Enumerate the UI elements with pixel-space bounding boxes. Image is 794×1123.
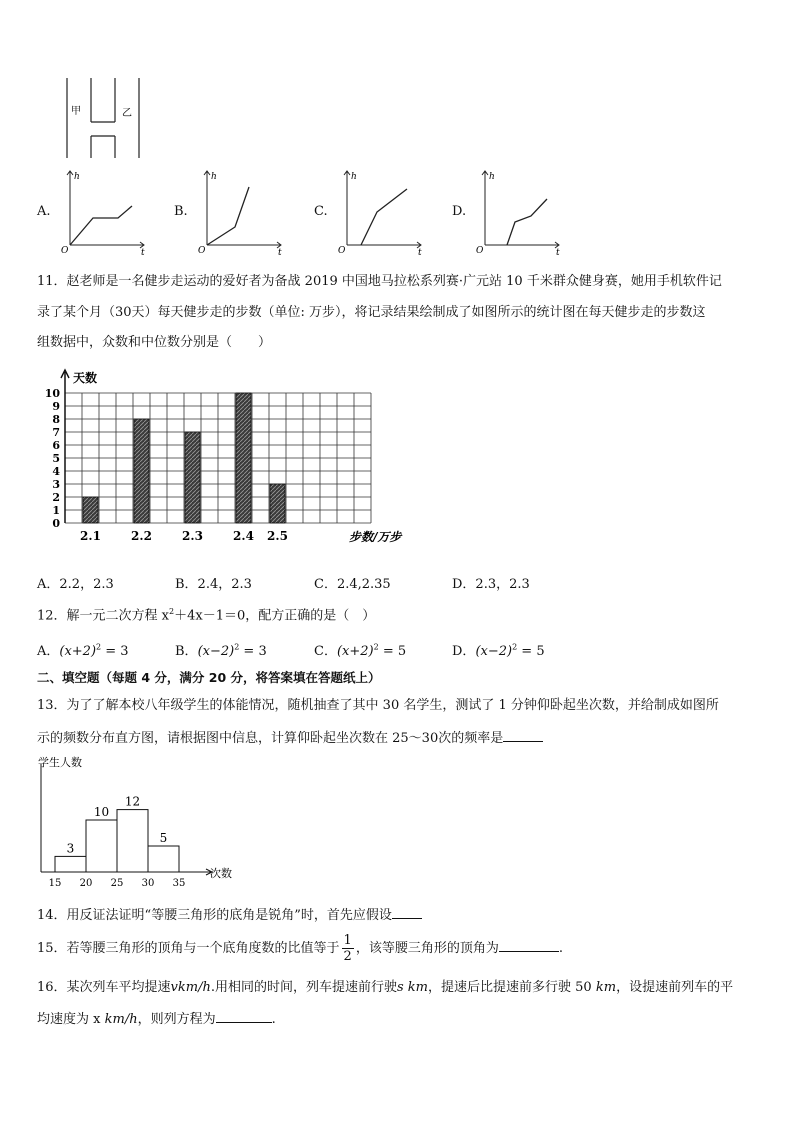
chart2-data-label: 5 (159, 831, 168, 845)
q14-text: 14．用反证法证明“等腰三角形的底角是锐角”时，首先应假设 (37, 906, 422, 924)
chart1-bar (185, 432, 200, 523)
q11-text-line1: 11．赵老师是一名健步走运动的爱好者为备战 2019 中国地马拉松系列赛·广元站 10 千米群众健身赛，她用手机软件记 (37, 274, 722, 289)
chart1-x-tick: 2.1 (80, 529, 101, 543)
q11-option-b[interactable]: B．2.4，2.3 (175, 577, 252, 592)
q11-text-line2: 录了某个月（30天）每天健步走的步数（单位: 万步），将记录结果绘制成了如图所示的统计图在每天健步走的步数这 (37, 305, 706, 320)
q10-c-axis-t: t (418, 248, 422, 258)
q10-a-axis-h: h (74, 172, 80, 182)
q10-d-axis-t: t (556, 248, 560, 258)
q10-c-axis-h: h (351, 172, 357, 182)
chart2-bar (55, 856, 86, 872)
chart1-y-tick: 10 (44, 387, 60, 400)
q10-graph-c[interactable] (333, 165, 429, 258)
chart1-bar (236, 393, 251, 523)
section-heading: 二、填空题（每题 4 分，满分 20 分，将答案填在答题纸上） (37, 670, 381, 685)
chart1-y-tick: 4 (52, 465, 60, 478)
q10-option-b-letter[interactable]: B. (174, 204, 188, 219)
q12-text-pre: 12．解一元二次方程 x (37, 608, 170, 624)
chart1-y-tick: 0 (52, 517, 60, 530)
q14-answer-blank[interactable] (392, 906, 422, 919)
chart1-grid (65, 393, 371, 523)
steps-bar-chart (36, 366, 402, 552)
q10-option-a-letter[interactable]: A. (37, 204, 51, 219)
q12-option-a[interactable]: A．$(x+2)^2 = 3$ (37, 642, 129, 659)
chart1-y-label: 天数 (73, 371, 98, 385)
q16-answer-blank[interactable] (216, 1010, 272, 1023)
chart2-y-label: 学生人数 (38, 756, 82, 769)
q10-option-c-letter[interactable]: C. (314, 204, 328, 219)
chart1-x-tick: 2.2 (131, 529, 152, 543)
chart2-x-tick: 35 (172, 878, 186, 889)
q16-text-line1: 16．某次列车平均提速vkm/h.用相同的时间，列车提速前行驶s km，提速后比提速前多行驶 50 km，设提速前列车的平 (37, 980, 734, 995)
chart1-x-tick: 2.5 (267, 529, 288, 543)
q15-answer-blank[interactable] (499, 939, 559, 952)
q13-answer-blank[interactable] (503, 729, 543, 742)
chart2-data-label: 3 (66, 841, 75, 856)
q16-text-line2: 均速度为 x km/h，则列方程为 . (37, 1012, 276, 1027)
chart1-y-tick: 8 (52, 413, 60, 426)
q13-text-line1: 13．为了了解本校八年级学生的体能情况，随机抽查了其中 30 名学生，测试了 1 分钟仰卧起坐次数，并给制成如图所 (37, 698, 719, 713)
chart2-data-label: 10 (93, 805, 110, 819)
chart1-y-tick: 3 (52, 478, 60, 491)
q12-text (37, 604, 375, 624)
chart1-bar (134, 419, 149, 523)
chart2-x-label: 次数 (210, 867, 232, 880)
chart2-x-tick: 25 (110, 878, 124, 889)
q10-graph-d[interactable] (471, 165, 567, 258)
chart2-bar (117, 810, 148, 872)
chart2-bar (148, 846, 179, 872)
q12-option-b[interactable]: B．$(x-2)^2 = 3$ (175, 642, 267, 659)
q10-d-origin: O (476, 246, 484, 256)
pool-diagram (60, 74, 150, 160)
chart1-y-tick: 9 (52, 400, 60, 413)
chart2-x-tick: 30 (141, 878, 155, 889)
q10-graph-b[interactable] (193, 165, 289, 258)
q10-d-axis-h: h (489, 172, 495, 182)
chart1-y-tick: 5 (52, 452, 60, 465)
q11-option-a[interactable]: A．2.2，2.3 (37, 577, 114, 592)
q12-option-d[interactable]: D．$(x-2)^2 = 5$ (452, 642, 545, 659)
chart1-y-tick: 7 (52, 426, 60, 439)
chart1-bar (83, 497, 98, 523)
q11-option-c[interactable]: C．2.4,2.35 (314, 577, 391, 592)
chart2-data-label: 12 (124, 794, 141, 809)
chart1-bar (270, 484, 285, 523)
q10-b-axis-h: h (211, 172, 217, 182)
chart1-y-tick: 6 (52, 439, 60, 452)
q10-b-axis-t: t (278, 248, 282, 258)
chart2-x-tick: 20 (79, 878, 93, 889)
chart2-x-tick: 15 (48, 878, 62, 889)
q10-a-axis-t: t (141, 248, 145, 258)
chart2-bar (86, 820, 117, 872)
chart1-x-label: 步数/万步 (349, 530, 402, 544)
q11-text-line3: 组数据中，众数和中位数分别是（ ） (37, 335, 272, 350)
q11-option-d[interactable]: D．2.3，2.3 (452, 577, 530, 592)
q15-text: 15．若等腰三角形的顶角与一个底角度数的比值等于 $\frac{1}{2}$ ，该等腰三角形的顶角为 . (37, 933, 563, 964)
chart1-x-tick: 2.3 (182, 529, 203, 543)
q12-text-post: ＋4x－1＝0，配方正确的是（ ） (174, 608, 376, 624)
pool-label-yi: 乙 (122, 108, 132, 119)
chart1-x-tick: 2.4 (233, 529, 254, 543)
q13-text-line2: 示的频数分布直方图，请根据图中信息，计算仰卧起坐次数在 25～30次的频率是 (37, 729, 543, 747)
q10-c-origin: O (338, 246, 346, 256)
q10-option-d-letter[interactable]: D. (452, 204, 467, 219)
chart1-y-tick: 2 (52, 491, 60, 504)
situps-histogram (36, 754, 250, 888)
q10-graph-a[interactable] (56, 165, 152, 258)
q12-text-sup: 2 (169, 607, 175, 616)
q15-fraction: $\frac{1}{2}$ (343, 933, 352, 964)
q12-option-c[interactable]: C．$(x+2)^2 = 5$ (314, 642, 407, 659)
q10-a-origin: O (61, 246, 69, 256)
chart1-y-tick: 1 (52, 504, 60, 517)
pool-label-jia: 甲 (71, 106, 81, 117)
q10-b-origin: O (198, 246, 206, 256)
